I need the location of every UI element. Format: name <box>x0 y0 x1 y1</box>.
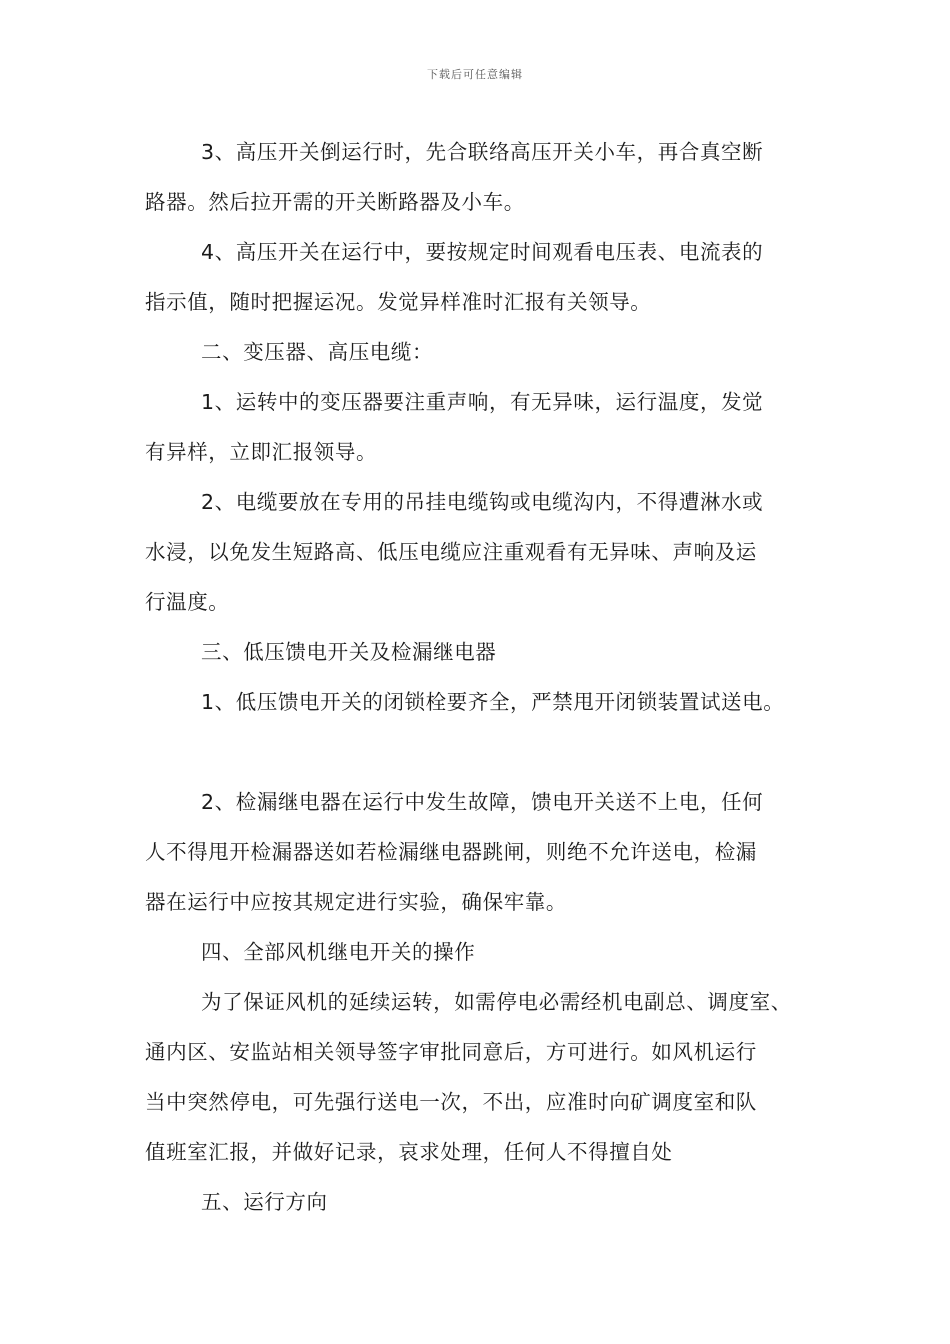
section-heading: 二、变压器、高压电缆： <box>201 340 434 364</box>
paragraph-line: 当中突然停电，可先强行送电一次，不出，应准时向矿调度室和队 <box>145 1090 757 1114</box>
page-header: 下载后可任意编辑 <box>427 68 523 81</box>
paragraph-line: 通内区、安监站相关领导签字审批同意后，方可进行。如风机运行 <box>145 1040 757 1064</box>
paragraph-line: 4、高压开关在运行中，要按规定时间观看电压表、电流表的 <box>201 240 764 264</box>
paragraph-line: 行温度。 <box>145 590 230 614</box>
section-heading: 三、低压馈电开关及检漏继电器 <box>201 640 497 664</box>
paragraph-line: 器在运行中应按其规定进行实验，确保牢靠。 <box>145 890 567 914</box>
blank-space <box>145 727 825 777</box>
paragraph-line: 水浸，以免发生短路高、低压电缆应注重观看有无异味、声响及运 <box>145 540 757 564</box>
paragraph-line: 1、运转中的变压器要注重声响，有无异味，运行温度，发觉 <box>201 390 764 414</box>
paragraph-line: 有异样，立即汇报领导。 <box>145 440 378 464</box>
paragraph-line: 路器。然后拉开需的开关断路器及小车。 <box>145 190 525 214</box>
paragraph-line: 2、检漏继电器在运行中发生故障，馈电开关送不上电，任何 <box>201 790 764 814</box>
section-heading: 四、全部风机继电开关的操作 <box>201 940 476 964</box>
paragraph-line: 3、高压开关倒运行时，先合联络高压开关小车，再合真空断 <box>201 140 764 164</box>
paragraph-line: 2、电缆要放在专用的吊挂电缆钩或电缆沟内，不得遭淋水或 <box>201 490 764 514</box>
paragraph-line: 指示值，随时把握运况。发觉异样准时汇报有关领导。 <box>145 290 652 314</box>
document-body <box>145 127 825 1227</box>
paragraph-line: 值班室汇报，并做好记录，哀求处理，任何人不得擅自处 <box>145 1140 673 1164</box>
paragraph-line: 人不得甩开检漏器送如若检漏继电器跳闸，则绝不允许送电，检漏 <box>145 840 757 864</box>
section-heading: 五、运行方向 <box>201 1190 328 1214</box>
paragraph-line: 为了保证风机的延续运转，如需停电必需经机电副总、调度室、 <box>201 990 792 1014</box>
paragraph-line: 1、低压馈电开关的闭锁栓要齐全，严禁甩开闭锁装置试送电。 <box>201 690 785 714</box>
